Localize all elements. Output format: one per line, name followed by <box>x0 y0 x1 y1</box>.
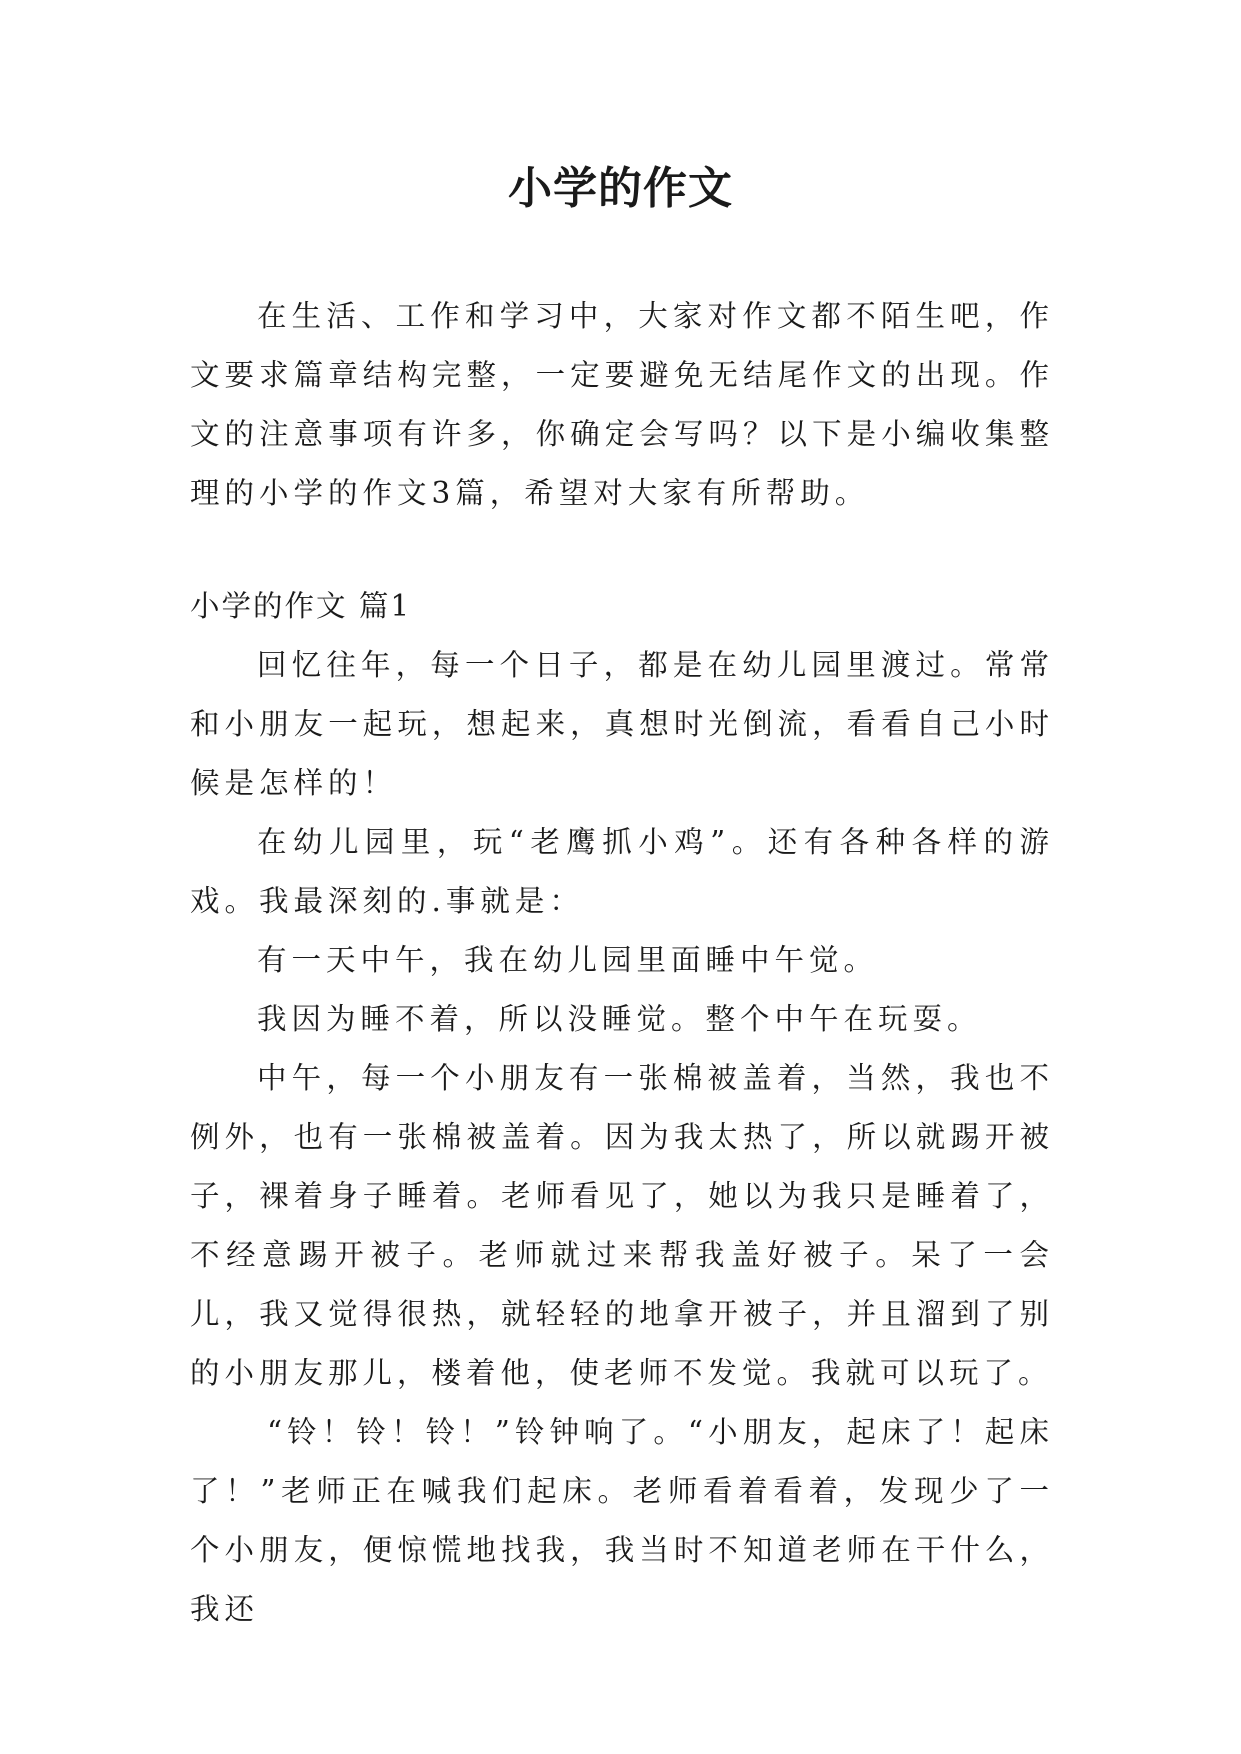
page-title: 小学的作文 <box>508 163 733 214</box>
article-body <box>190 636 1054 1639</box>
article-paragraph: 我因为睡不着，所以没睡觉。整个中午在玩耍。 <box>257 1002 982 1036</box>
article-paragraph: “铃！铃！铃！”铃钟响了。“小朋友，起床了！起床了！”老师正在喊我们起床。老师看着看着，发现少了一个小朋友，便惊慌地找我，我当时不知道老师在干什么，我还 <box>190 1415 1054 1626</box>
article-paragraph: 回忆往年，每一个日子，都是在幼儿园里渡过。常常和小朋友一起玩，想起来，真想时光倒流，看看自己小时候是怎样的！ <box>190 648 1054 800</box>
intro-paragraph: 在生活、工作和学习中，大家对作文都不陌生吧，作文要求篇章结构完整，一定要避免无结尾作文的出现。作文的注意事项有许多，你确定会写吗？以下是小编收集整理的小学的作文3篇，希望对大家有所帮助。 <box>190 299 1054 510</box>
article-paragraph: 有一天中午，我在幼儿园里面睡中午觉。 <box>257 943 879 977</box>
article-paragraph: 在幼儿园里，玩“老鹰抓小鸡”。还有各种各样的游戏。我最深刻的.事就是： <box>190 825 1054 918</box>
article-paragraph: 中午，每一个小朋友有一张棉被盖着，当然，我也不例外，也有一张棉被盖着。因为我太热了，所以就踢开被子，裸着身子睡着。老师看见了，她以为我只是睡着了，不经意踢开被子。老师就过来帮我盖好被子。呆了一会儿，我又觉得很热，就轻轻的地拿开被子，并且溜到了别的小朋友那儿，楼着他，使老师不发觉。我就可以玩了。 <box>190 1061 1054 1390</box>
section-heading: 小学的作文 篇1 <box>190 589 412 623</box>
